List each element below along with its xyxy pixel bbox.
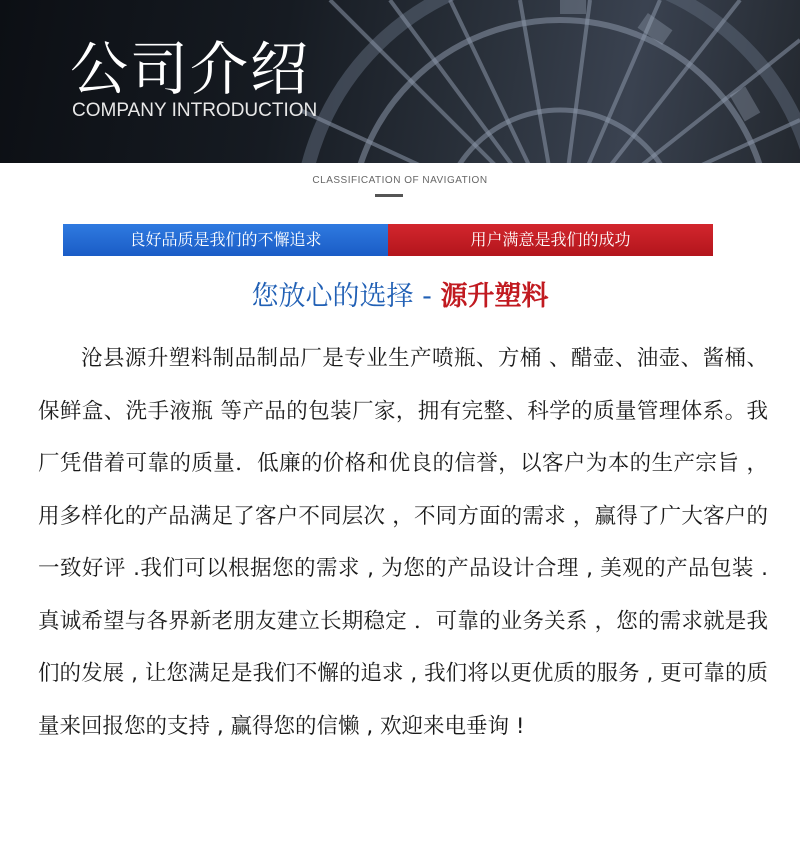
company-description: 沧县源升塑料制品制品厂是专业生产喷瓶、方桶 、醋壶、油壶、酱桶、保鲜盒、洗手液瓶 等产品的包装厂家，拥有完整、科学的质量管理体系。我厂凭借着可靠的质量．低廉的价格和优良的信誉，以客户为本的生产宗旨 ，用多样化的产品满足了客户不同层次 ，不同方面的需求 ，赢得了广大客户的一致好评 .我们可以根据您的需求 , 为您的产品设计合理 , 美观的产品包装 . 真诚希望与各界新老朋友建立长期稳定 ．可靠的业务关系 ，您的需求就是我们的发展 , 让您满足是我们不懈的追求 , 我们将以更优质的服务 , 更可靠的质量来回报您的支持 , 赢得您的信懒 , 欢迎来电垂询 !: [38, 346, 768, 739]
slogan-satisfaction: 用户满意是我们的成功: [388, 224, 713, 256]
banner: [0, 0, 800, 163]
heading-separator: -: [413, 281, 441, 312]
navigation-caption: CLASSIFICATION OF NAVIGATION: [312, 175, 488, 186]
slogan-quality: 良好品质是我们的不懈追求: [63, 224, 388, 256]
banner-title: 公司介绍: [70, 35, 311, 103]
navigation-underline: [375, 194, 403, 197]
heading-brand: 源升塑料: [440, 281, 549, 312]
heading-lead: 您放心的选择: [251, 281, 414, 312]
section-heading: [0, 274, 800, 313]
banner-subtitle: COMPANY INTRODUCTION: [72, 100, 318, 121]
